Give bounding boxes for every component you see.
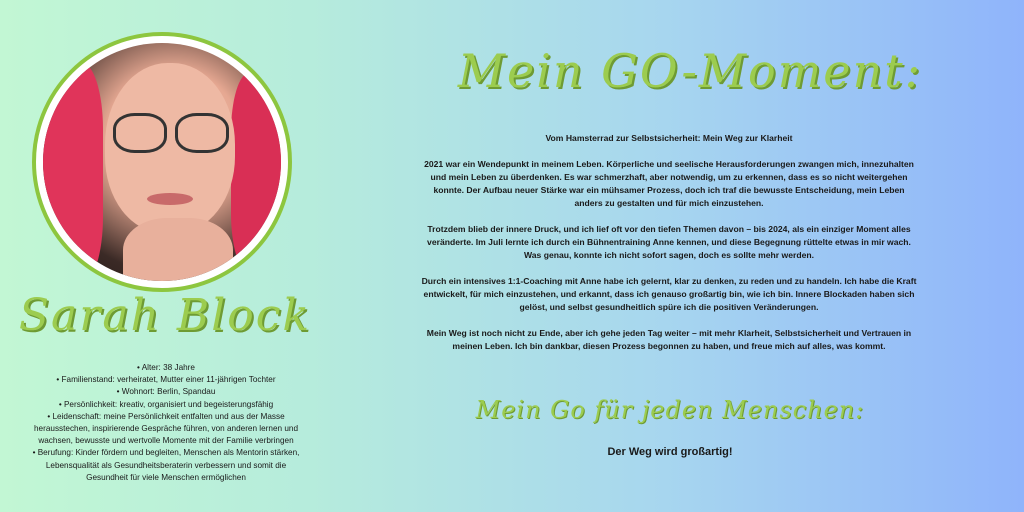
story-paragraph: Mein Weg ist noch nicht zu Ende, aber ich gehe jeden Tag weiter – mit mehr Klarheit, Selbstsicherheit und Vertrauen in meinen Leben. Ich bin dankbar, diesen Prozess begonnen zu haben, und freue mich auf alles, was kommt.	[426, 328, 912, 351]
photo-glasses-left	[113, 113, 167, 153]
photo-lips	[147, 193, 193, 205]
photo-hair-left	[43, 63, 103, 281]
profile-photo-frame	[32, 32, 292, 292]
story-paragraph: Durch ein intensives 1:1-Coaching mit Anne habe ich gelernt, klar zu denken, zu reden und zu handeln. Ich habe die Kraft entwickelt, für mich einzustehen, und erkannt, dass ich genauso großartig bin, wie ich bin. Innere Blockaden haben sich gelöst, und selbst gesundheitlich spüre ich die positiven Veränderungen.	[421, 276, 917, 312]
closing-statement: Der Weg wird großartig!	[607, 446, 733, 458]
section-subtitle: Mein Go für jeden Menschen:	[475, 396, 865, 424]
photo-hair-right	[231, 73, 281, 273]
story-heading: Vom Hamsterrad zur Selbstsicherheit: Mein Weg zur Klarheit	[545, 133, 793, 143]
photo-glasses-right	[175, 113, 229, 153]
story-text	[420, 132, 918, 366]
fact-age: • Alter: 38 Jahre	[137, 363, 195, 372]
photo-hand	[123, 218, 233, 281]
profile-photo	[43, 43, 281, 281]
page-title: Mein GO-Moment:	[457, 44, 923, 98]
profile-name: Sarah Block	[18, 290, 312, 341]
fact-family: • Familienstand: verheiratet, Mutter einer 11-jährigen Tochter	[56, 375, 276, 385]
profile-facts-list	[24, 362, 308, 484]
fact-residence: • Wohnort: Berlin, Spandau	[116, 387, 216, 397]
fact-calling: • Berufung: Kinder fördern und begleiten, Menschen als Mentorin stärken, Lebensqualität als Gesundheitsberaterin verbessern und somit die Gesundheit für viele Menschen ermöglichen	[32, 448, 300, 482]
story-paragraph: 2021 war ein Wendepunkt in meinem Leben. Körperliche und seelische Herausforderungen zwangen mich, innezuhalten und mein Leben zu überdenken. Es war schmerzhaft, aber notwendig, um zu erkennen, dass es so nicht weitergehen konnte. Der Aufbau neuer Stärke war ein mühsamer Prozess, doch ich traf die bewusste Entscheidung, mein Leben anders zu gestalten und für mich einzustehen.	[424, 159, 914, 208]
fact-passion: • Leidenschaft: meine Persönlichkeit entfalten und aus der Masse herausstechen, inspirierende Gespräche führen, von anderen lernen und wachsen, bewusste und wertvolle Momente mit der Familie verbringen	[34, 411, 298, 446]
story-paragraph: Trotzdem blieb der innere Druck, und ich lief oft vor den tiefen Themen davon – bis 2024, als ein einziger Moment alles veränderte. Im Juli lernte ich durch ein Bühnentraining Anne kennen, und diese Begegnung rüttelte etwas in mir wach. Was genau, konnte ich nicht sofort sagen, doch es sollte mehr werden.	[427, 224, 911, 260]
fact-personality: • Persönlichkeit: kreativ, organisiert und begeisterungsfähig	[58, 399, 274, 409]
